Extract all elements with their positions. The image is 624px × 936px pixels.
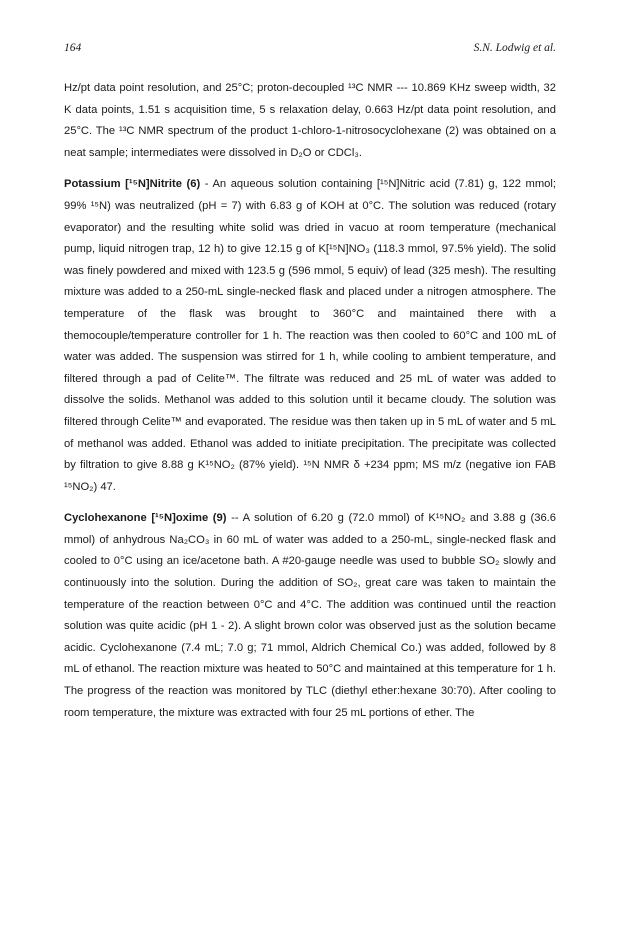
potassium-nitrite-paragraph — [64, 174, 556, 498]
page-header — [64, 42, 556, 58]
body-text — [64, 78, 556, 724]
cyclohexanone-oxime-text: -- A solution of 6.20 g (72.0 mmol) of K¹⁵NO₂ and 3.88 g (36.6 mmol) of anhydrous Na₂CO₃ in 60 mL of water was added to a 250-mL, single-necked flask and cooled to 0°C using an ice/acetone bath. A #20-gauge needle was used to bubble SO₂ slowly and continuously into the solution. During the addition of SO₂, great care was taken to maintain the temperature of the reaction between 0°C and 4°C. The addition was continued until the reaction solution was quite acidic (pH 1 - 2). A slight brown color was observed just as the solution became acidic. Cyclohexanone (7.4 mL; 7.0 g; 71 mmol, Aldrich Chemical Co.) was added, followed by 8 mL of ethanol. The reaction mixture was heated to 50°C and maintained at this temperature for 1 h. The progress of the reaction was monitored by TLC (diethyl ether:hexane 30:70). After cooling to room temperature, the mixture was extracted with four 25 mL portions of ether. The — [64, 512, 557, 719]
running-head: S.N. Lodwig et al. — [473, 42, 556, 54]
cyclohexanone-oxime-heading: Cyclohexanone [¹⁵N]oxime (9) — [64, 512, 227, 525]
potassium-nitrite-text: - An aqueous solution containing [¹⁵N]Nitric acid (7.81) g, 122 mmol; 99% ¹⁵N) was neutralized (pH = 7) with 6.83 g of KOH at 0°C. The solution was reduced (rotary evaporator) and the resulting white solid was dried in vacuo at room temperature (mechanical pump, liquid nitrogen trap, 12 h) to give 12.15 g of K[¹⁵N]NO₃ (118.3 mmol, 97.5% yield). The solid was finely powdered and mixed with 123.5 g (596 mmol, 5 equiv) of lead (325 mesh). The resulting mixture was added to a 250-mL single-necked flask and placed under a nitrogen atmosphere. The temperature of the flask was brought to 360°C and maintained there with a themocouple/temperature controller for 1 h. The reaction was then cooled to 60°C and 100 mL of water was added. The suspension was stirred for 1 h, while cooling to ambient temperature, and filtered through a pad of Celite™. The filtrate was reduced and 25 mL of water was added to dissolve the solids. Methanol was added to this solution until it became cloudy. The solution was filtered through Celite™ and evaporated. The residue was then taken up in 5 mL of water and 5 mL of methanol was added. Ethanol was added to initiate precipitation. The precipitate was collected by filtration to give 8.88 g K¹⁵NO₂ (87% yield). ¹⁵N NMR δ +234 ppm; MS m/z (negative ion FAB ¹⁵NO₂) 47. — [64, 178, 556, 493]
continuation-paragraph: Hz/pt data point resolution, and 25°C; proton-decoupled ¹³C NMR --- 10.869 KHz sweep width, 32 K data points, 1.51 s acquisition time, 5 s relaxation delay, 0.663 Hz/pt data point resolution, and 25°C. The ¹³C NMR spectrum of the product 1-chloro-1-nitrosocyclohexane (2) was obtained on a neat sample; intermediates were dissolved in D₂O or CDCl₃. — [64, 82, 556, 159]
page-number: 164 — [64, 42, 82, 54]
cyclohexanone-oxime-paragraph — [64, 508, 556, 724]
potassium-nitrite-heading: Potassium [¹⁵N]Nitrite (6) — [64, 178, 201, 191]
